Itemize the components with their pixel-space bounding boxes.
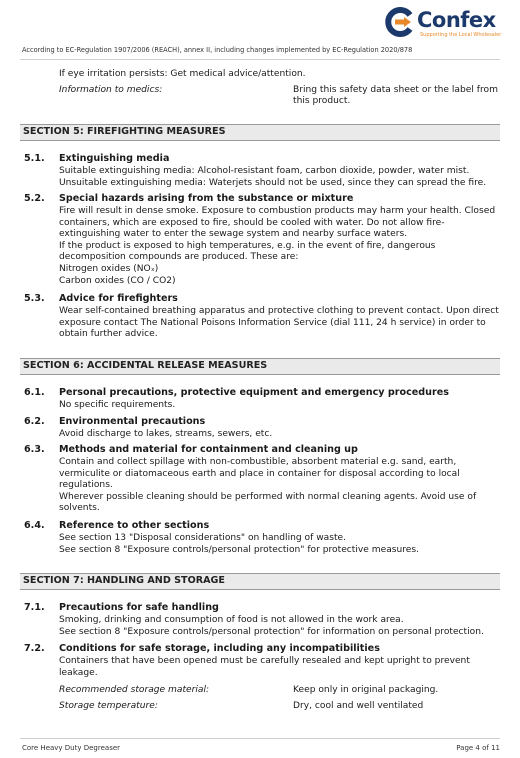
subsection-6-1-number: 6.1. <box>24 387 45 398</box>
subsection-5-1-title: Extinguishing media <box>59 153 170 164</box>
body-line: leakage. <box>59 667 98 678</box>
subsection-7-1-body <box>59 615 507 638</box>
confex-logo <box>384 7 508 41</box>
subsection-6-2-number: 6.2. <box>24 416 45 427</box>
section-7-header <box>20 573 500 590</box>
regulation-line: According to EC-Regulation 1907/2006 (REACH), annex II, including changes implemented by EC-Regulation 2020/878 <box>22 46 413 54</box>
subsection-6-4-body <box>59 533 507 556</box>
subsection-7-2-number: 7.2. <box>24 643 45 654</box>
storage-material-value: Keep only in original packaging. <box>293 685 439 695</box>
section-6-header <box>20 358 500 375</box>
subsection-5-3-title: Advice for firefighters <box>59 293 178 304</box>
subsection-5-3-number: 5.3. <box>24 293 45 304</box>
subsection-6-4-title: Reference to other sections <box>59 520 210 531</box>
subsection-6-2-title: Environmental precautions <box>59 416 206 427</box>
subsection-6-1-title: Personal precautions, protective equipment and emergency procedures <box>59 387 449 398</box>
body-line: Fire will result in dense smoke. Exposure to combustion products may harm your health. Closed <box>59 206 496 216</box>
medics-value-line-2: this product. <box>293 96 351 106</box>
body-line: Containers that have been opened must be carefully resealed and kept upright to prevent <box>59 656 470 666</box>
header-divider <box>20 59 500 60</box>
body-line: See section 8 "Exposure controls/personal protection" for information on personal protection. <box>59 626 484 637</box>
body-line: vermiculite or diatomaceous earth and place in container for disposal according to local <box>59 468 460 479</box>
medics-label: Information to medics: <box>59 85 163 95</box>
section-5-title: SECTION 5: FIREFIGHTING MEASURES <box>23 126 226 137</box>
body-line: Carbon oxides (CO / CO2) <box>59 275 176 286</box>
subsection-6-1-body <box>59 400 507 412</box>
body-line: Contain and collect spillage with non-combustible, absorbent material e.g. sand, earth, <box>59 457 457 467</box>
confex-logo-mark-icon <box>384 7 414 37</box>
body-line: No specific requirements. <box>59 400 176 410</box>
subsection-6-2-body <box>59 429 507 441</box>
subsection-7-1-title: Precautions for safe handling <box>59 602 219 613</box>
body-line: Nitrogen oxides (NOₓ) <box>59 263 159 274</box>
subsection-7-2-body <box>59 656 507 679</box>
storage-temperature-value: Dry, cool and well ventilated <box>293 701 424 711</box>
body-line: obtain further advice. <box>59 329 158 340</box>
subsection-6-3-body <box>59 457 507 515</box>
body-line: extinguishing water to enter the sewage system and nearby surface waters. <box>59 229 408 240</box>
subsection-5-1-body <box>59 166 507 189</box>
subsection-6-3-title: Methods and material for containment and cleaning up <box>59 444 358 455</box>
subsection-6-4-number: 6.4. <box>24 520 45 531</box>
subsection-7-2-title: Conditions for safe storage, including any incompatibilities <box>59 643 380 654</box>
subsection-6-3-number: 6.3. <box>24 444 45 455</box>
storage-material-label: Recommended storage material: <box>59 685 210 695</box>
body-line: containers, which are exposed to fire, should be cooled with water. Do not allow fire- <box>59 217 445 228</box>
footer-page-number: Page 4 of 11 <box>456 744 500 752</box>
body-line: Smoking, drinking and consumption of food is not allowed in the work area. <box>59 615 404 625</box>
body-line: exposure contact The National Poisons Information Service (dial 111, 24 h service) in order to <box>59 317 486 328</box>
section-5-header <box>20 124 500 141</box>
body-line: See section 13 "Disposal considerations" on handling of waste. <box>59 533 346 543</box>
body-line: solvents. <box>59 503 100 514</box>
body-line: Wherever possible cleaning should be performed with normal cleaning agents. Avoid use of <box>59 491 477 502</box>
subsection-5-3-body <box>59 306 507 341</box>
storage-temperature-label: Storage temperature: <box>59 701 158 711</box>
footer-product-name: Core Heavy Duty Degreaser <box>22 744 121 752</box>
logo-wordmark: Confex <box>417 8 496 32</box>
section-7-title: SECTION 7: HANDLING AND STORAGE <box>23 575 225 586</box>
subsection-7-1-number: 7.1. <box>24 602 45 613</box>
body-line: Avoid discharge to lakes, streams, sewers, etc. <box>59 429 273 439</box>
medics-value-line-1: Bring this safety data sheet or the label from <box>293 85 498 95</box>
footer-divider <box>20 738 500 739</box>
body-line: Wear self-contained breathing apparatus and protective clothing to prevent contact. Upon direct <box>59 306 499 316</box>
body-line: regulations. <box>59 480 113 491</box>
subsection-5-2-number: 5.2. <box>24 193 45 204</box>
subsection-5-2-title: Special hazards arising from the substance or mixture <box>59 193 354 204</box>
logo-tagline: Supporting the Local Wholesaler <box>420 32 502 38</box>
subsection-5-2-body <box>59 206 507 287</box>
body-line: Suitable extinguishing media: Alcohol-resistant foam, carbon dioxide, powder, water mist. <box>59 166 470 176</box>
subsection-5-1-number: 5.1. <box>24 153 45 164</box>
body-line: If the product is exposed to high temperatures, e.g. in the event of fire, dangerous <box>59 240 436 251</box>
body-line: decomposition compounds are produced. These are: <box>59 252 299 263</box>
eye-irritation-text: If eye irritation persists: Get medical advice/attention. <box>59 69 306 79</box>
section-6-title: SECTION 6: ACCIDENTAL RELEASE MEASURES <box>23 360 268 371</box>
body-line: Unsuitable extinguishing media: Waterjets should not be used, since they can spread the fire. <box>59 177 487 188</box>
body-line: See section 8 "Exposure controls/personal protection" for protective measures. <box>59 544 420 555</box>
